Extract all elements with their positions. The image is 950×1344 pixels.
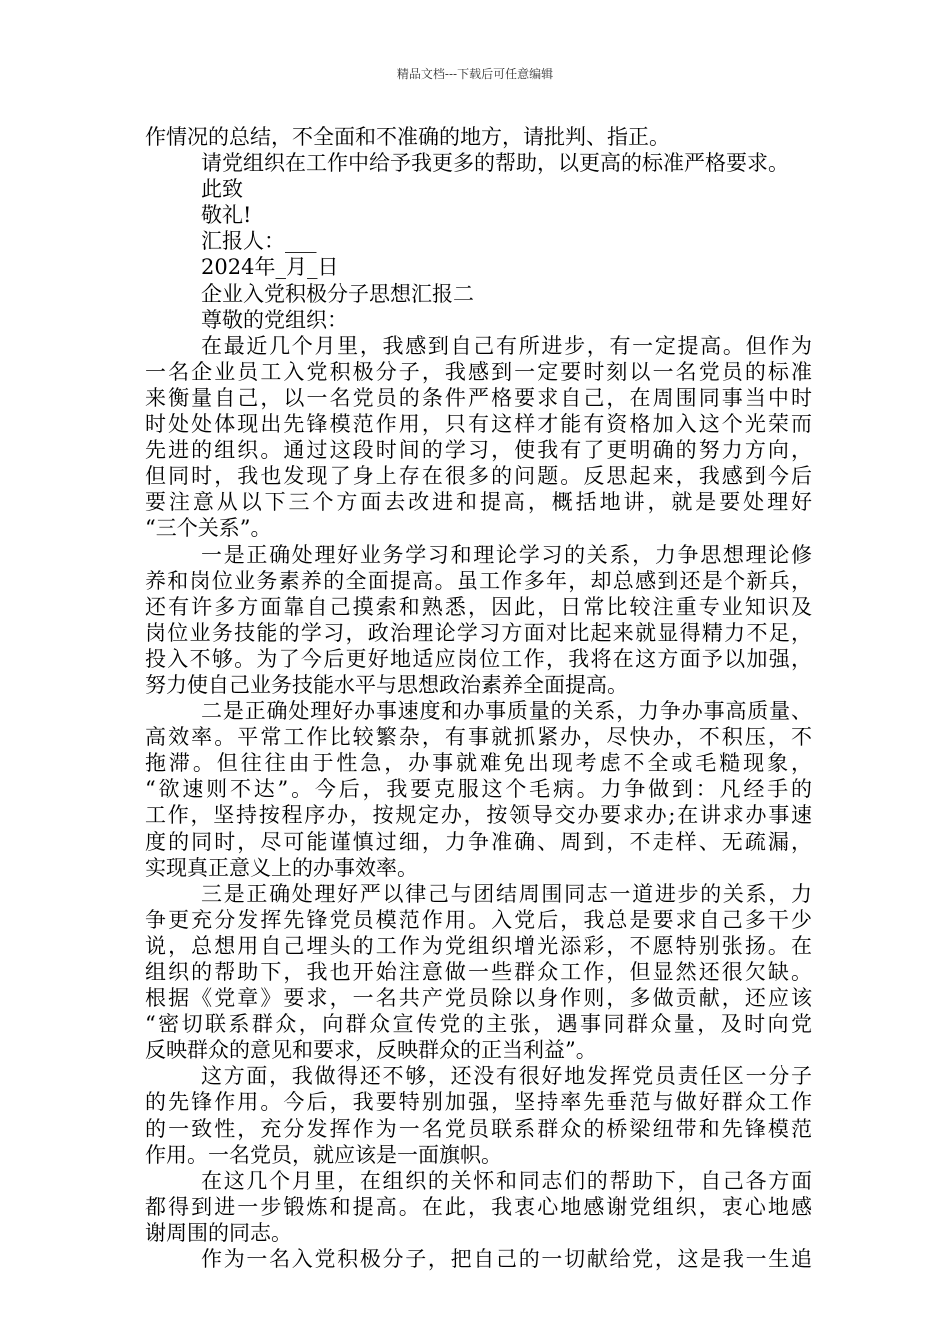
text-line: 企业入党积极分子思想汇报二 <box>201 281 474 306</box>
text-line: 谢周围的同志。 <box>145 1220 292 1245</box>
text-line: “欲速则不达”。今后，我要克服这个毛病。力争做到：凡经手的 <box>145 777 812 802</box>
text-line: 这方面，我做得还不够，还没有很好地发挥党员责任区一分子 <box>201 1064 812 1089</box>
text-line: 先进的组织。通过这段时间的学习，使我有了更明确的努力方向， <box>145 438 812 463</box>
text-line: 拖滞。但往往由于性急，办事就难免出现考虑不全或毛糙现象， <box>145 751 812 776</box>
text-line: 一名企业员工入党积极分子，我感到一定要时刻以一名党员的标准 <box>145 359 812 384</box>
text-line: 实现真正意义上的办事效率。 <box>145 855 418 880</box>
text-line: 2024年_月_日 <box>201 255 339 280</box>
text-line: 根据《党章》要求，一名共产党员除以身作则，多做贡献，还应该 <box>145 986 812 1011</box>
text-line: 在这几个月里，在组织的关怀和同志们的帮助下，自己各方面 <box>201 1168 812 1193</box>
text-line: 一是正确处理好业务学习和理论学习的关系，力争思想理论修 <box>201 542 812 567</box>
text-line: 说，总想用自己埋头的工作为党组织增光添彩，不愿特别张扬。在 <box>145 933 812 958</box>
text-line: 投入不够。为了今后更好地适应岗位工作，我将在这方面予以加强， <box>145 646 812 671</box>
text-line: 此致 <box>201 177 243 202</box>
text-line: 但同时，我也发现了身上存在很多的问题。反思起来，我感到今后 <box>145 464 812 489</box>
text-line: 还有许多方面靠自己摸索和熟悉，因此，日常比较注重专业知识及 <box>145 594 812 619</box>
document-body <box>145 124 812 1272</box>
text-line: 时处处体现出先锋模范作用，只有这样才能有资格加入这个光荣而 <box>145 412 812 437</box>
text-line: 养和岗位业务素养的全面提高。虽工作多年，却总感到还是个新兵， <box>145 568 812 593</box>
text-line: 三是正确处理好严以律己与团结周围同志一道进步的关系，力 <box>201 881 812 906</box>
text-line: 作情况的总结，不全面和不准确的地方，请批判、指正。 <box>145 125 670 149</box>
text-line: 敬礼! <box>201 203 252 228</box>
text-line: 努力使自己业务技能水平与思想政治素养全面提高。 <box>145 672 628 697</box>
text-line: 二是正确处理好办事速度和办事质量的关系，力争办事高质量、 <box>201 699 812 724</box>
text-line: 都得到进一步锻炼和提高。在此，我衷心地感谢党组织，衷心地感 <box>145 1194 812 1219</box>
text-line: “三个关系”。 <box>145 516 272 541</box>
text-line: 来衡量自己，以一名党员的条件严格要求自己，在周围同事当中时 <box>145 385 812 410</box>
text-line: 的先锋作用。今后，我要特别加强，坚持率先垂范与做好群众工作 <box>145 1090 812 1115</box>
text-line: 高效率。平常工作比较繁杂，有事就抓紧办，尽快办，不积压，不 <box>145 725 812 750</box>
text-line: 工作，坚持按程序办，按规定办，按领导交办要求办;在讲求办事速 <box>145 803 812 828</box>
text-line: 组织的帮助下，我也开始注意做一些群众工作，但显然还很欠缺。 <box>145 960 812 984</box>
text-line: 请党组织在工作中给予我更多的帮助，以更高的标准严格要求。 <box>201 151 789 176</box>
text-line: “密切联系群众，向群众宣传党的主张，遇事同群众量，及时向党 <box>145 1012 812 1037</box>
text-line: 度的同时，尽可能谨慎过细，力争准确、周到，不走样、无疏漏， <box>145 829 812 854</box>
text-line: 在最近几个月里，我感到自己有所进步，有一定提高。但作为 <box>201 333 812 358</box>
text-line: 要注意从以下三个方面去改进和提高，概括地讲，就是要处理好 <box>145 490 812 515</box>
page-header: 精品文档---下载后可任意编辑 <box>396 67 554 81</box>
text-line: 岗位业务技能的学习，政治理论学习方面对比起来就显得精力不足， <box>145 620 812 645</box>
text-line: 作用。一名党员，就应该是一面旗帜。 <box>145 1142 502 1167</box>
text-line: 作为一名入党积极分子，把自己的一切献给党，这是我一生追 <box>201 1247 812 1272</box>
text-line: 争更充分发挥先锋党员模范作用。入党后，我总是要求自己多干少 <box>145 907 812 932</box>
text-line: 的一致性，充分发挥作为一名党员联系群众的桥梁纽带和先锋模范 <box>145 1116 812 1141</box>
text-line: 尊敬的党组织： <box>201 307 348 332</box>
text-line: 反映群众的意见和要求，反映群众的正当利益”。 <box>145 1038 597 1063</box>
text-line: 汇报人：___ <box>201 229 317 254</box>
